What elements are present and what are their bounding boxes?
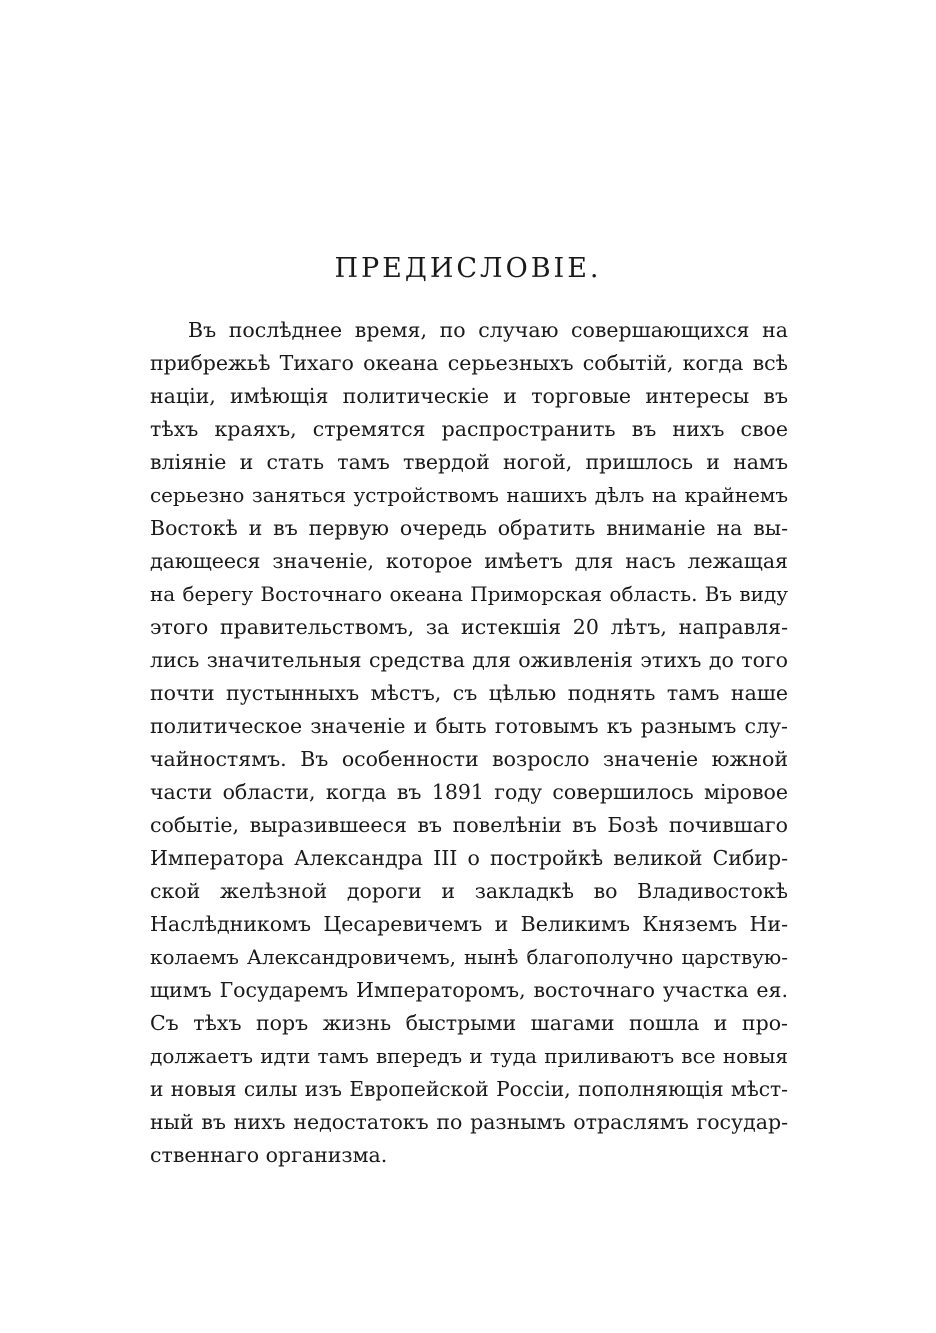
text-line: Наслѣдникомъ Цесаревичемъ и Великимъ Княземъ Ни- bbox=[150, 912, 788, 936]
text-line: чайностямъ. Въ особенности возросло значеніе южной bbox=[150, 747, 788, 771]
text-line: Съ тѣхъ поръ жизнь быстрыми шагами пошла и про- bbox=[150, 1011, 788, 1035]
text-line: дающееся значеніе, которое имѣетъ для насъ лежащая bbox=[150, 549, 788, 573]
text-line: колаемъ Александровичемъ, нынѣ благополучно царствую- bbox=[150, 946, 788, 969]
page-title: ПРЕДИСЛОВІЕ. bbox=[334, 253, 602, 284]
text-line: ный въ нихъ недостатокъ по разнымъ отраслямъ государ- bbox=[150, 1110, 788, 1134]
text-line: вліяніе и стать тамъ твердой ногой, пришлось и намъ bbox=[150, 450, 788, 474]
text-line: части области, когда въ 1891 году совершилось міровое bbox=[150, 780, 788, 804]
text-line: почти пустынныхъ мѣстъ, съ цѣлью поднять тамъ наше bbox=[150, 681, 788, 705]
preface-paragraph bbox=[150, 314, 788, 1172]
text-line: лись значительныя средства для оживленія этихъ до того bbox=[150, 648, 788, 672]
text-line: этого правительствомъ, за истекшія 20 лѣтъ, направля- bbox=[150, 615, 788, 639]
text-line: на берегу Восточнаго океана Приморская область. Въ виду bbox=[150, 582, 788, 606]
text-line: націи, имѣющія политическіе и торговые интересы въ bbox=[150, 384, 788, 408]
text-line: Востокѣ и въ первую очередь обратить вниманіе на вы- bbox=[150, 516, 788, 540]
text-line: ственнаго организма. bbox=[150, 1143, 388, 1167]
text-line: должаетъ идти тамъ впередъ и туда приливаютъ все новыя bbox=[150, 1044, 788, 1068]
text-line: серьезно заняться устройствомъ нашихъ дѣлъ на крайнемъ bbox=[150, 484, 788, 507]
text-line: щимъ Государемъ Императоромъ, восточнаго участка ея. bbox=[150, 978, 788, 1002]
text-line: Императора Александра III о постройкѣ великой Сибир- bbox=[150, 846, 788, 870]
text-line: и новыя силы изъ Европейской Россіи, пополняющія мѣст- bbox=[150, 1077, 788, 1101]
text-line: прибрежьѣ Тихаго океана серьезныхъ событій, когда всѣ bbox=[150, 351, 788, 375]
text-line: событіе, выразившееся въ повелѣніи въ Бозѣ почившаго bbox=[150, 813, 788, 837]
text-line: тѣхъ краяхъ, стремятся распространить въ нихъ свое bbox=[150, 417, 788, 441]
text-line: Въ послѣднее время, по случаю совершающихся на bbox=[188, 318, 788, 342]
text-line: ской желѣзной дороги и закладкѣ во Владивостокѣ bbox=[150, 879, 788, 903]
text-line: политическое значеніе и быть готовымъ къ разнымъ слу- bbox=[150, 714, 788, 738]
